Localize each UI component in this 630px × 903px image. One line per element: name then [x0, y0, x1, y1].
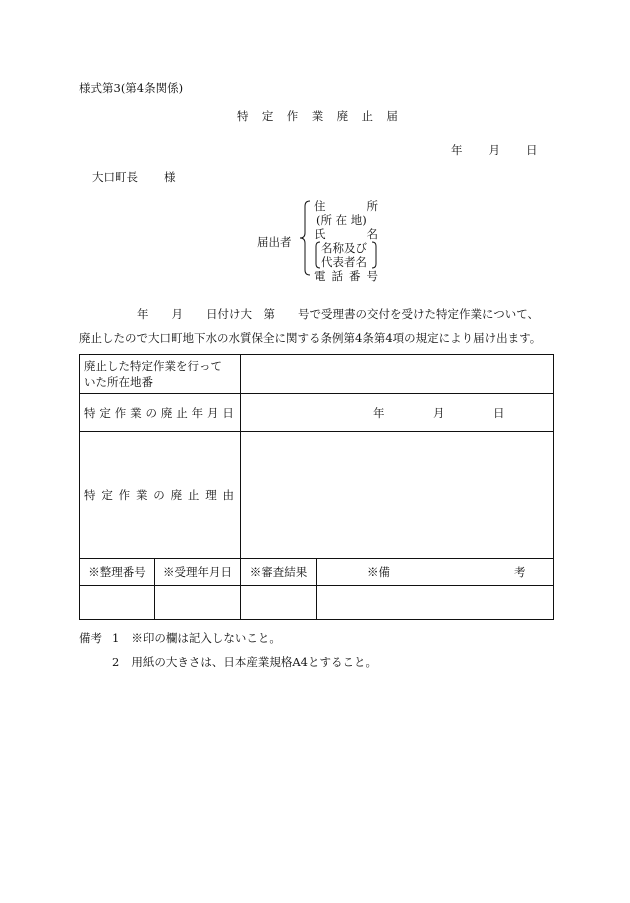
date-day-label: 日	[526, 143, 538, 157]
received-date-header: ※受理年月日	[155, 559, 241, 586]
location-input-cell[interactable]	[241, 355, 554, 394]
ref-no-header: ※整理番号	[80, 559, 155, 586]
abolish-date-label-cell: 特 定 作 業 の 廃 止 年 月 日	[80, 394, 241, 432]
address-field: 住 所	[314, 199, 378, 213]
submission-date[interactable]	[451, 142, 538, 158]
curly-brace-icon	[298, 200, 312, 276]
note-item-2: 2 用紙の大きさは、日本産業規格A4とすること。	[112, 655, 377, 669]
abolish-date-input-cell[interactable]	[241, 394, 554, 432]
body-text-line1: 年 月 日付け大 第 号で受理書の交付を受けた特定作業について、	[137, 307, 540, 321]
date-year-label: 年	[451, 143, 463, 157]
date-month-label: 月	[433, 405, 445, 420]
table-row	[80, 355, 554, 394]
table-row	[80, 559, 554, 586]
received-date-cell[interactable]	[155, 586, 241, 620]
review-result-header: ※審査結果	[241, 559, 317, 586]
table-row	[80, 432, 554, 559]
date-month-label: 月	[488, 143, 500, 157]
remarks-cell[interactable]	[317, 586, 554, 620]
form-id: 様式第3(第4条関係)	[79, 81, 184, 95]
addressee-name: 大口町長	[92, 170, 138, 184]
corp-name-line1: 名称及び	[321, 241, 367, 255]
applicant-fields[interactable]	[314, 199, 378, 283]
name-field: 氏 名	[314, 227, 378, 241]
abolish-reason-label-cell: 特 定 作 業 の 廃 止 理 由	[80, 432, 241, 559]
phone-field: 電 話 番 号	[314, 269, 378, 283]
review-result-cell[interactable]	[241, 586, 317, 620]
ref-no-cell[interactable]	[80, 586, 155, 620]
addressee	[92, 169, 176, 185]
date-year-label: 年	[373, 405, 385, 420]
date-day-label: 日	[493, 405, 505, 420]
location-label-cell: 廃止した特定作業を行って いた所在地番	[80, 355, 241, 394]
location-field: (所 在 地)	[316, 213, 367, 227]
notes-heading: 備考	[79, 631, 102, 645]
corp-name-field	[314, 241, 378, 269]
addressee-honorific: 様	[164, 170, 176, 184]
applicant-label: 届出者	[257, 235, 292, 249]
body-text-line2: 廃止したので大口町地下水の水質保全に関する条例第4条第4項の規定により届け出ます。	[79, 331, 542, 345]
form-title: 特定作業廃止届	[237, 109, 412, 123]
note-item-1: 1 ※印の欄は記入しないこと。	[112, 631, 281, 645]
abolish-reason-input-cell[interactable]	[241, 432, 554, 559]
table-row	[80, 394, 554, 432]
corp-name-line2: 代表者名	[321, 255, 367, 269]
table-row	[80, 586, 554, 620]
remarks-header: ※備 考	[317, 559, 554, 586]
form-table	[79, 354, 554, 620]
